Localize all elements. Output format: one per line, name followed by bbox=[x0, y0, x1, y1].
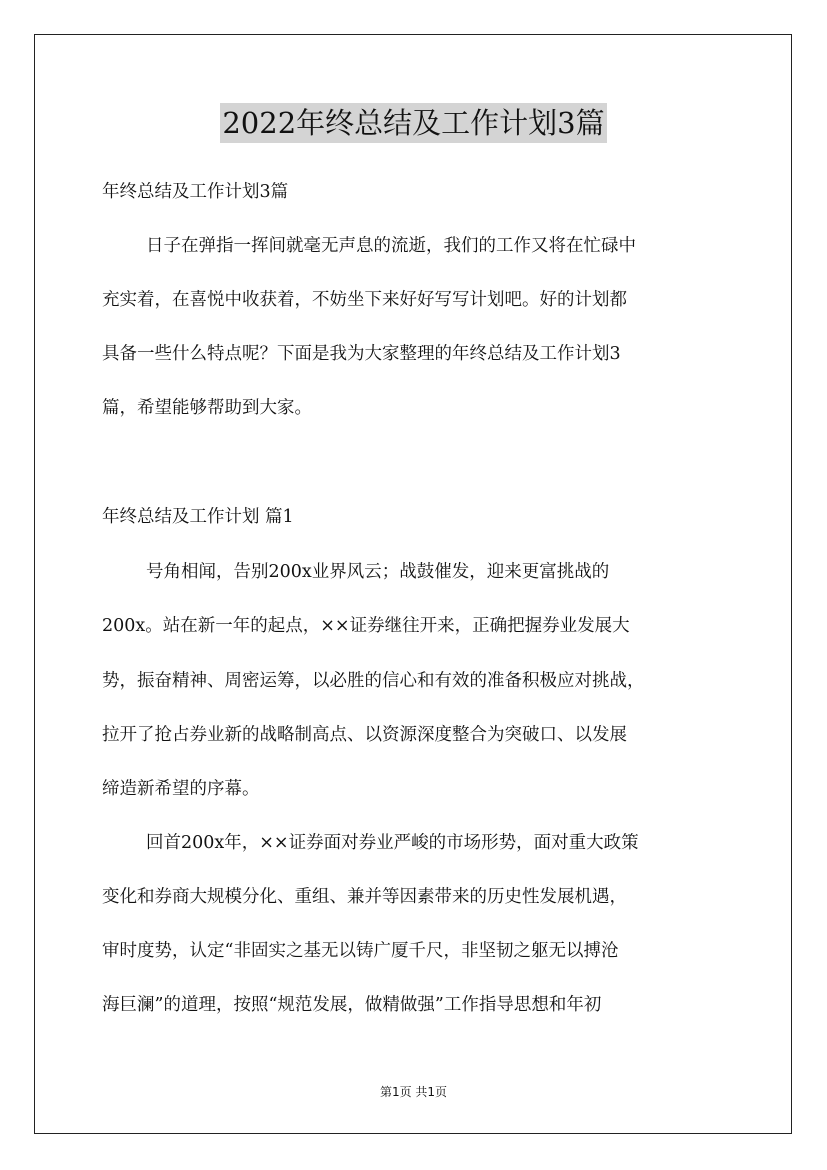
section1-para2-line: 回首200x年，××证券面对券业严峻的市场形势，面对重大政策 bbox=[146, 833, 639, 853]
section1-para1-line: 拉开了抢占券业新的战略制高点、以资源深度整合为突破口、以发展 bbox=[102, 725, 627, 745]
document-title: 2022年终总结及工作计划3篇 bbox=[220, 103, 606, 143]
intro-line: 具备一些什么特点呢？下面是我为大家整理的年终总结及工作计划3 bbox=[102, 344, 621, 364]
section1-para1-line: 200x。站在新一年的起点，××证券继往开来，正确把握券业发展大 bbox=[102, 616, 630, 636]
section1-para1-line: 势，振奋精神、周密运筹，以必胜的信心和有效的准备积极应对挑战， bbox=[102, 671, 645, 691]
title-wrap bbox=[0, 103, 827, 143]
intro-line: 充实着，在喜悦中收获着，不妨坐下来好好写写计划吧。好的计划都 bbox=[102, 290, 627, 310]
section1-para2-line: 海巨澜”的道理，按照“规范发展，做精做强”工作指导思想和年初 bbox=[102, 995, 602, 1015]
intro-heading: 年终总结及工作计划3篇 bbox=[102, 182, 289, 202]
section1-para2-line: 变化和券商大规模分化、重组、兼并等因素带来的历史性发展机遇， bbox=[102, 887, 627, 907]
page-footer: 第1页 共1页 bbox=[379, 1085, 448, 1099]
section1-para1-line: 号角相闻，告别200x业界风云；战鼓催发，迎来更富挑战的 bbox=[146, 562, 610, 582]
intro-line: 篇，希望能够帮助到大家。 bbox=[102, 398, 312, 418]
section1-para1-line: 缔造新希望的序幕。 bbox=[102, 779, 260, 799]
section1-para2-line: 审时度势，认定“非固实之基无以铸广厦千尺，非坚韧之躯无以搏沧 bbox=[102, 941, 619, 961]
intro-line: 日子在弹指一挥间就毫无声息的流逝，我们的工作又将在忙碌中 bbox=[146, 236, 636, 256]
section1-heading: 年终总结及工作计划 篇1 bbox=[102, 507, 294, 527]
